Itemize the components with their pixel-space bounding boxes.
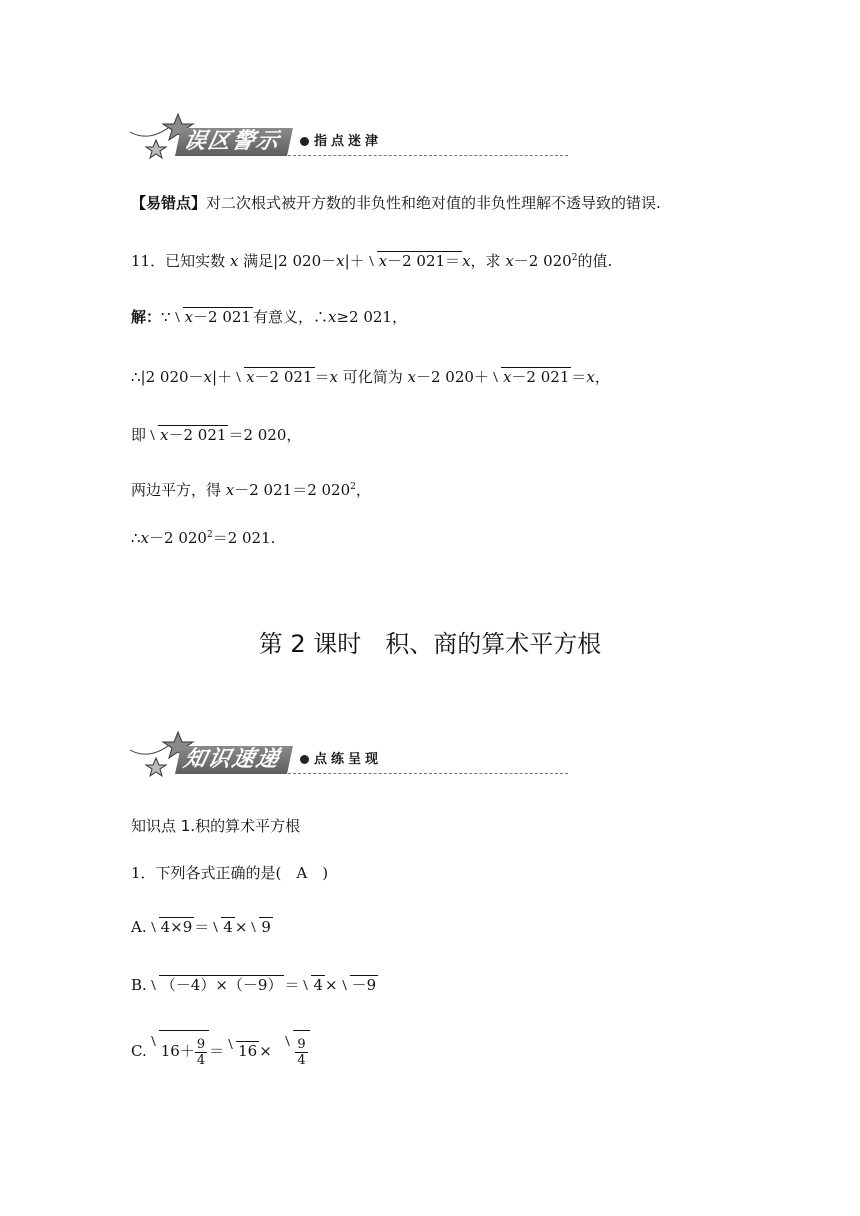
var-x: x	[246, 368, 255, 386]
var-x: x	[505, 252, 514, 270]
question-number: 11．	[131, 252, 166, 270]
radicand: 16＋	[160, 1042, 195, 1060]
sol-text: 即	[131, 426, 147, 444]
times: ×	[234, 918, 248, 936]
times: ×	[325, 976, 338, 994]
banner-dashed-line	[288, 773, 568, 774]
sqrt-expression	[234, 366, 314, 388]
var-x: x	[229, 252, 239, 270]
solution-label: 解：	[131, 308, 162, 326]
var-x: x	[329, 368, 338, 386]
banner-subtitle: 指点迷津	[314, 134, 383, 149]
q11-text: 已知实数	[165, 252, 230, 270]
sol-text: ∴|2 020－	[131, 368, 204, 386]
sqrt-expression: 4×9	[149, 916, 195, 938]
exponent: 2	[571, 253, 578, 263]
q11-text: －2 021＝	[387, 252, 461, 270]
error-note-tag: 【易错点】	[131, 194, 207, 212]
q11-text: ，求	[470, 252, 506, 270]
knowledge-point-heading: 知识点 1.积的算术平方根	[131, 817, 301, 835]
var-x: x	[184, 308, 194, 326]
sol-text: －2 020	[149, 529, 207, 547]
sqrt-expression	[367, 250, 462, 272]
q11-text: |＋	[344, 252, 365, 270]
banner-title: 知识速递	[175, 746, 293, 774]
sqrt-expression: 4	[211, 916, 235, 938]
equals: ＝	[284, 976, 300, 994]
question-1-stem: 1．下列各式正确的是( A )	[131, 864, 329, 882]
var-x: x	[586, 368, 595, 386]
sol-text: －2 020＋	[416, 368, 489, 386]
option-c	[131, 1030, 310, 1069]
solution-line-4	[131, 479, 371, 501]
sol-text: |＋	[212, 368, 233, 386]
var-x: x	[225, 481, 235, 499]
sqrt-expression: －9	[340, 974, 379, 996]
solution-line-5	[131, 527, 275, 549]
sqrt-expression: 16	[226, 1033, 259, 1069]
sol-text: ，	[355, 481, 371, 499]
q11-text: 满足|2 020－	[238, 252, 337, 270]
sol-text: －2 021	[254, 368, 313, 386]
times: ×	[259, 1042, 272, 1060]
banner-title: 误区警示	[175, 128, 293, 156]
var-x: x	[328, 308, 337, 326]
error-note	[131, 192, 661, 214]
var-x: x	[502, 368, 512, 386]
var-x: x	[140, 529, 150, 547]
sol-text: 可化简为	[337, 368, 408, 386]
equals: ＝	[209, 1042, 225, 1060]
section-banner-knowledge	[128, 730, 568, 782]
q11-text: 的值.	[577, 252, 613, 270]
var-x: x	[462, 252, 471, 270]
sqrt-expression	[491, 366, 571, 388]
exponent: 2	[206, 530, 213, 540]
option-a	[131, 916, 273, 938]
sqrt-expression	[173, 306, 253, 328]
sqrt-expression: 4	[301, 974, 325, 996]
sol-text: －2 021	[193, 308, 251, 326]
sol-text: －2 021	[511, 368, 570, 386]
var-x: x	[336, 252, 345, 270]
banner-dot	[300, 755, 309, 764]
banner-dashed-line	[288, 155, 568, 156]
solution-line-3	[131, 424, 301, 446]
error-note-text: 对二次根式被开方数的非负性和绝对值的非负性理解不透导致的错误.	[206, 194, 661, 212]
sol-text: ＝2 020，	[228, 426, 302, 444]
section-banner-error-warning	[128, 112, 568, 164]
sqrt-expression: （－4）×（－9）	[149, 974, 285, 996]
sol-text: 两边平方，得	[131, 481, 226, 499]
sol-text: ，	[594, 368, 610, 386]
option-label: C.	[131, 1042, 147, 1060]
banner-dot	[300, 137, 309, 146]
sqrt-expression: 9	[249, 916, 273, 938]
sqrt-expression	[148, 424, 228, 446]
var-x: x	[407, 368, 416, 386]
var-x: x	[160, 426, 169, 444]
sol-text: 有意义，∴	[252, 308, 328, 326]
therefore-symbol: ∴	[131, 529, 141, 547]
var-x: x	[203, 368, 213, 386]
q11-text: －2 020	[513, 252, 572, 270]
var-x: x	[378, 252, 388, 270]
sol-text: －2 021＝2 020	[234, 481, 351, 499]
solution-line-1	[131, 306, 407, 328]
option-label: B.	[131, 976, 147, 994]
sol-text: ＝	[571, 368, 587, 386]
exponent: 2	[350, 482, 356, 492]
sol-text: ≥2 021，	[336, 308, 407, 326]
sol-text: ＝	[314, 368, 330, 386]
lesson-title: 第 2 课时 积、商的算术平方根	[258, 630, 602, 658]
equals: ＝	[194, 918, 210, 936]
option-label: A.	[131, 918, 147, 936]
question-11	[131, 250, 612, 272]
fraction: $\frac{9}{4}$	[297, 1036, 306, 1068]
banner-subtitle: 点练呈现	[314, 752, 383, 767]
solution-line-2	[131, 366, 610, 388]
fraction: $\frac{9}{4}$	[196, 1036, 206, 1068]
because-symbol: ∵	[161, 308, 171, 326]
sol-text: －2 021	[168, 426, 227, 444]
sol-text: ＝2 021.	[212, 529, 276, 547]
sqrt-expression	[149, 1030, 209, 1069]
option-b	[131, 974, 378, 996]
sqrt-expression	[283, 1030, 309, 1069]
